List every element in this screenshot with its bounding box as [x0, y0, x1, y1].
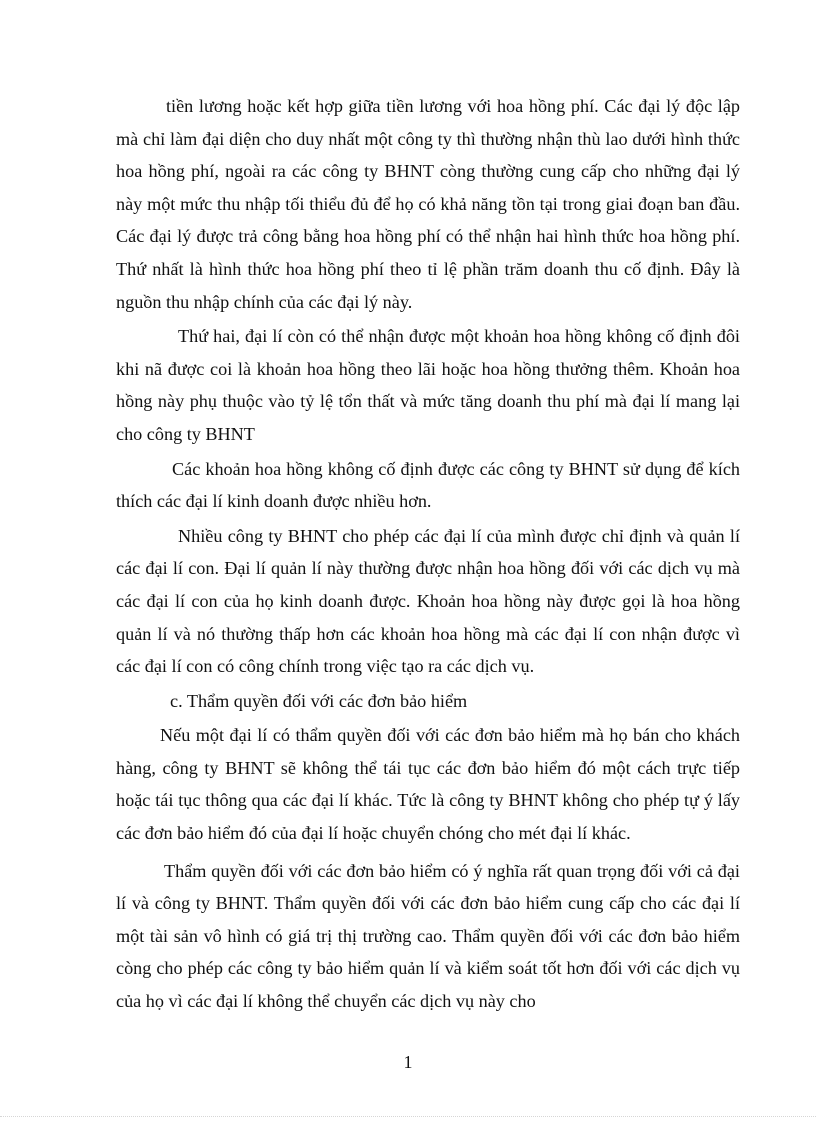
paragraph-2: Thứ hai, đại lí còn có thể nhận được một khoản hoa hồng không cố định đôi khi nã được coi là khoản hoa hồng theo lãi hoặc hoa hồng thưởng thêm. Khoản hoa hồng này phụ thuộc vào tỷ lệ tổn thất và mức tăng doanh thu phí mà đại lí mang lại cho công ty BHNT — [116, 326, 740, 444]
body-text — [116, 90, 740, 1018]
paragraph-4: Nhiều công ty BHNT cho phép các đại lí của mình được chỉ định và quản lí các đại lí con. Đại lí quản lí này thường được nhận hoa hồng đối với các dịch vụ mà các đại lí con của họ kinh doanh được. Khoản hoa hồng này được gọi là hoa hồng quản lí và nó thường thấp hơn các khoản hoa hồng mà các đại lí con nhận được vì các đại lí con có công chính trong việc tạo ra các dịch vụ. — [116, 525, 740, 677]
page-number: 1 — [403, 1052, 413, 1072]
paragraph-3: Các khoản hoa hồng không cố định được các công ty BHNT sử dụng để kích thích các đại lí kinh doanh được nhiều hơn. — [116, 458, 740, 512]
paragraph-6: Thẩm quyền đối với các đơn bảo hiểm có ý nghĩa rất quan trọng đối với cả đại lí và công ty BHNT. Thẩm quyền đối với các đơn bảo hiểm cung cấp cho các đại lí một tài sản vô hình có giá trị thị trường cao. Thẩm quyền đối với các đơn bảo hiểm còng cho phép các công ty bảo hiểm quản lí và kiểm soát tốt hơn đối với các dịch vụ của họ vì các đại lí không thể chuyển các dịch vụ này cho — [116, 860, 740, 1012]
paragraph-1: tiền lương hoặc kết hợp giữa tiền lương với hoa hồng phí. Các đại lý độc lập mà chỉ làm đại diện cho duy nhất một công ty thì thường nhận thù lao dưới hình thức hoa hồng phí, ngoài ra các công ty BHNT còng thường cung cấp cho những đại lý này một mức thu nhập tối thiểu đủ để họ có khả năng tồn tại trong giai đoạn ban đầu. Các đại lý được trả công bằng hoa hồng phí có thể nhận hai hình thức hoa hồng phí. Thứ nhất là hình thức hoa hồng phí theo tỉ lệ phần trăm doanh thu cố định. Đây là nguồn thu nhập chính của các đại lý này. — [116, 96, 740, 312]
section-heading: c. Thẩm quyền đối với các đơn bảo hiểm — [170, 690, 468, 711]
page-bottom-divider — [0, 1116, 816, 1117]
paragraph-5: Nếu một đại lí có thẩm quyền đối với các đơn bảo hiểm mà họ bán cho khách hàng, công ty BHNT sẽ không thể tái tục các đơn bảo hiểm đó một cách trực tiếp hoặc tái tục thông qua các đại lí khác. Tức là công ty BHNT không cho phép tự ý lấy các đơn bảo hiểm đó của đại lí hoặc chuyển chóng cho mét đại lí khác. — [116, 725, 740, 844]
